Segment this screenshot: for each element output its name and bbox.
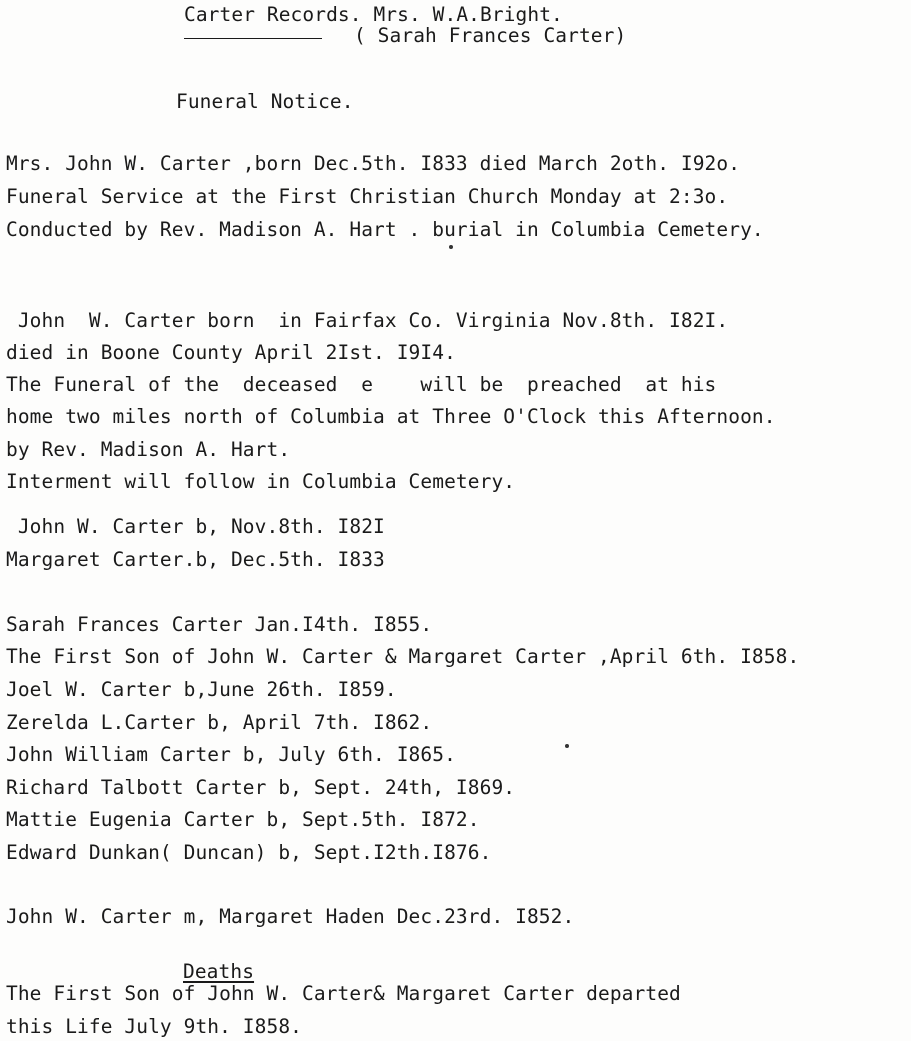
john-notice-line: Interment will follow in Columbia Cemetery. bbox=[6, 470, 516, 493]
child-record-line: Mattie Eugenia Carter b, Sept.5th. I872. bbox=[6, 808, 480, 831]
child-record-line: The First Son of John W. Carter & Margaret Carter ,April 6th. I858. bbox=[6, 645, 800, 668]
ink-mark bbox=[449, 245, 453, 249]
john-notice-line: The Funeral of the deceased e will be preached at his bbox=[6, 373, 717, 396]
funeral-notice-heading: Funeral Notice. bbox=[176, 90, 354, 113]
funeral-notice-line: Funeral Service at the First Christian Church Monday at 2:3o. bbox=[6, 185, 729, 208]
child-record-line: Zerelda L.Carter b, April 7th. I862. bbox=[6, 711, 433, 734]
john-notice-line: died in Boone County April 2Ist. I9I4. bbox=[6, 341, 456, 364]
parent-record-line: Margaret Carter.b, Dec.5th. I833 bbox=[6, 548, 385, 571]
deaths-heading: Deaths bbox=[183, 960, 255, 983]
john-notice-line: home two miles north of Columbia at Three O'Clock this Afternoon. bbox=[6, 405, 776, 428]
title-underline-rule bbox=[184, 38, 322, 39]
deaths-record-line: The First Son of John W. Carter& Margaret Carter departed bbox=[6, 982, 681, 1005]
document-subtitle: ( Sarah Frances Carter) bbox=[354, 24, 627, 47]
marriage-record-line: John W. Carter m, Margaret Haden Dec.23rd. I852. bbox=[6, 905, 575, 928]
parent-record-line: John W. Carter b, Nov.8th. I82I bbox=[6, 515, 385, 538]
deaths-record-line: this Life July 9th. I858. bbox=[6, 1015, 302, 1038]
child-record-line: John William Carter b, July 6th. I865. bbox=[6, 743, 456, 766]
funeral-notice-line: Conducted by Rev. Madison A. Hart . burial in Columbia Cemetery. bbox=[6, 218, 764, 241]
child-record-line: Richard Talbott Carter b, Sept. 24th, I869. bbox=[6, 776, 516, 799]
child-record-line: Edward Dunkan( Duncan) b, Sept.I2th.I876. bbox=[6, 841, 492, 864]
child-record-line: Sarah Frances Carter Jan.I4th. I855. bbox=[6, 613, 433, 636]
document-title: Carter Records. Mrs. W.A.Bright. bbox=[184, 3, 563, 26]
john-notice-line: John W. Carter born in Fairfax Co. Virginia Nov.8th. I82I. bbox=[6, 309, 729, 332]
child-record-line: Joel W. Carter b,June 26th. I859. bbox=[6, 678, 397, 701]
john-notice-line: by Rev. Madison A. Hart. bbox=[6, 438, 291, 461]
funeral-notice-line: Mrs. John W. Carter ,born Dec.5th. I833 died March 2oth. I92o. bbox=[6, 152, 741, 175]
ink-mark bbox=[565, 744, 569, 748]
